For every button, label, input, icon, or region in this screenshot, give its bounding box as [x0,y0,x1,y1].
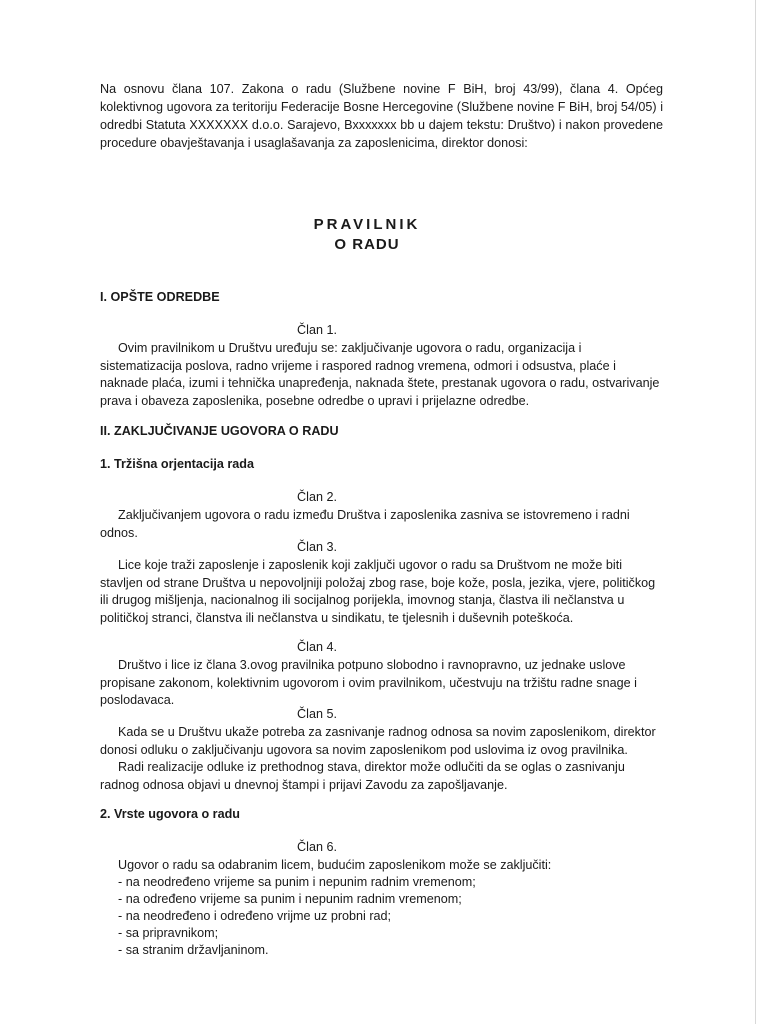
article-3-heading: Član 3. [297,540,337,554]
subsection-heading-market: 1. Tržišna orjentacija rada [100,457,254,471]
article-1-body [100,340,663,410]
article-1-text: Ovim pravilnikom u Društvu uređuju se: zaključivanje ugovora o radu, organizacija i sistematizacija poslova, radno vrijeme i raspored radnog vremena, odmori i odsustva, plaće i naknade plaća, izumi i tehnička unapređenja, naknada štete, prestanak ugovora o radu, ostvarivanje prava i obaveza zaposlenika, posebne odredbe o upravi i prijelazne odredbe. [100,341,660,408]
section-heading-contracts: II. ZAKLJUČIVANJE UGOVORA O RADU [100,424,339,438]
article-6-heading: Član 6. [297,840,337,854]
article-5-paragraph-1: Kada se u Društvu ukaže potreba za zasnivanje radnog odnosa sa novim zaposlenikom, direktor donosi odluku o zaključivanju ugovora sa novim zaposlenikom pod uslovima iz ovog pravilnika. [100,725,656,757]
document-subtitle: O RADU [334,236,400,253]
preamble-text: Na osnovu člana 107. Zakona o radu (Službene novine F BiH, broj 43/99), člana 4. Općeg kolektivnog ugovora za teritoriju Federacije Bosne Hercegovine (Službene novine F BiH, broj 54/05) i odredbi Statuta XXXXXXX d.o.o. Sarajevo, Bxxxxxxx bb u dajem tekstu: Društvo) i nakon provedene procedure obavještavanja i usaglašavanja za zaposlenicima, direktor donosi: [100,82,663,150]
article-4-heading: Član 4. [297,640,337,654]
article-2-heading: Član 2. [297,490,337,504]
article-6-text: Ugovor o radu sa odabranim licem, budućim zaposlenikom može se zaključiti: [118,858,552,872]
article-5-paragraph-2: Radi realizacije odluke iz prethodnog stava, direktor može odlučiti da se oglas o zasnivanju radnog odnosa objavi u dnevnoj štampi i prijavi Zavodu za zapošljavanje. [100,760,625,792]
contract-types-list [118,874,476,959]
list-item: - na neodređeno i određeno vrijme uz probni rad; [118,909,392,923]
article-2-text: Zaključivanjem ugovora o radu između Društva i zaposlenika zasniva se istovremeno i radni odnos. [100,508,630,540]
page-edge [755,0,756,1024]
article-6-body [100,857,663,875]
article-1-heading: Član 1. [297,323,337,337]
document-title: PRAVILNIK [313,216,421,233]
subsection-heading-contract-types: 2. Vrste ugovora o radu [100,807,240,821]
article-3-body [100,557,663,627]
article-5-body [100,724,663,794]
article-4-text: Društvo i lice iz člana 3.ovog pravilnika potpuno slobodno i ravnopravno, uz jednake uslove propisane zakonom, kolektivnim ugovorom i ovim pravilnikom, učestvuju na tržištu radne snage i poslodavaca. [100,658,637,707]
article-2-body [100,507,663,542]
list-item: - sa pripravnikom; [118,926,219,940]
article-5-heading: Član 5. [297,707,337,721]
article-4-body [100,657,663,710]
preamble [100,80,663,152]
section-heading-general: I. OPŠTE ODREDBE [100,290,220,304]
list-item: - sa stranim državljaninom. [118,943,269,957]
list-item: - na određeno vrijeme sa punim i nepunim radnim vremenom; [118,892,462,906]
article-3-text: Lice koje traži zaposlenje i zaposlenik koji zaključi ugovor o radu sa Društvom ne može biti stavljen od strane Društva u nepovoljniji položaj zbog rase, boje kože, posla, jezika, vjere, političkog ili drugog mišljenja, nacionalnog ili socijalnog porijekla, imovnog stanja, člastva ili nečlanstva u političkoj stranci, članstva ili nečlanstva u sindikatu, te tjelesnih i duševnih poteškoća. [100,558,656,625]
list-item: - na neodređeno vrijeme sa punim i nepunim radnim vremenom; [118,875,476,889]
